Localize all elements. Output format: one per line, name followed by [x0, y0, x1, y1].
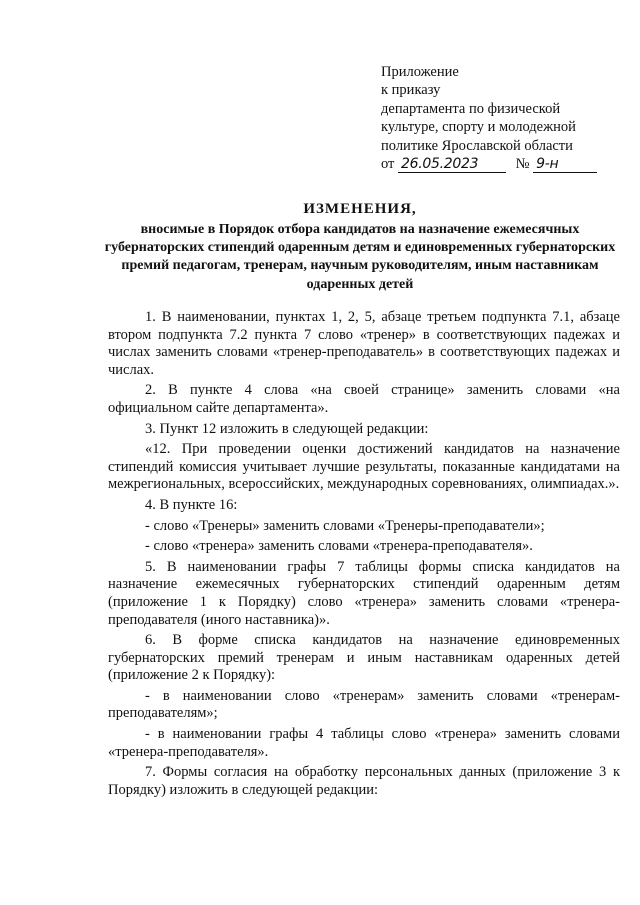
handwritten-number: 9-н [533, 157, 597, 173]
header-line: культуре, спорту и молодежной [381, 119, 576, 136]
handwritten-date: 26.05.2023 [398, 157, 506, 173]
paragraph: - в наименовании графы 4 таблицы слово «тренера» заменить словами «тренера-преподавателя». [108, 726, 620, 760]
document-subtitle: вносимые в Порядок отбора кандидатов на назначение ежемесячных губернаторских стипендий одаренным детям и единовременных губернаторских премий педагогам, тренерам, научным руководителям, иным наставникам одаренных детей [104, 222, 616, 292]
paragraph: 5. В наименовании графы 7 таблицы формы списка кандидатов на назначение ежемесячных губернаторских стипендий одаренным детям (приложение 1 к Порядку) слово «тренера» заменить словами «тренера-преподавателя (иного наставника)». [108, 558, 620, 628]
number-label: № [515, 156, 530, 173]
from-label: от [381, 156, 395, 173]
paragraph: 7. Формы согласия на обработку персональных данных (приложение 3 к Порядку) изложить в следующей редакции: [108, 764, 620, 798]
paragraph: - слово «Тренеры» заменить словами «Тренеры-преподаватели»; [145, 517, 545, 534]
paragraph: 4. В пункте 16: [145, 496, 238, 513]
paragraph: 3. Пункт 12 изложить в следующей редакции: [145, 420, 429, 437]
paragraph: 1. В наименовании, пунктах 1, 2, 5, абзаце третьем подпункта 7.1, абзаце втором подпункта 7.2 пункта 7 слово «тренер» в соответствующих падежах и числах заменить словами «тренер-преподаватель» в соответствующих падежах и числах. [108, 309, 620, 378]
header-line: департамента по физической [381, 100, 561, 117]
header-line: Приложение [381, 64, 459, 80]
header-line: политике Ярославской области [381, 137, 573, 154]
paragraph: 6. В форме списка кандидатов на назначение единовременных губернаторских премий тренерам и иным наставникам одаренных детей (приложение 2 к Порядку): [108, 632, 620, 684]
document-body [108, 309, 620, 802]
paragraph: «12. При проведении оценки достижений кандидатов на назначение стипендий комиссия учитывает лучшие результаты, показанные кандидатами на межрегиональных, всероссийских, международных соревнованиях, олимпиадах.». [108, 441, 620, 493]
header-line: к приказу [381, 82, 441, 99]
paragraph: - слово «тренера» заменить словами «тренера-преподавателя». [145, 538, 533, 555]
order-date-number-line [381, 155, 611, 173]
paragraph: 2. В пункте 4 слова «на своей странице» заменить словами «на официальном сайте департамента». [108, 382, 620, 416]
approval-header [381, 63, 611, 173]
document-title: ИЗМЕНЕНИЯ, [303, 201, 417, 217]
paragraph: - в наименовании слово «тренерам» заменить словами «тренерам-преподавателям»; [108, 687, 620, 722]
